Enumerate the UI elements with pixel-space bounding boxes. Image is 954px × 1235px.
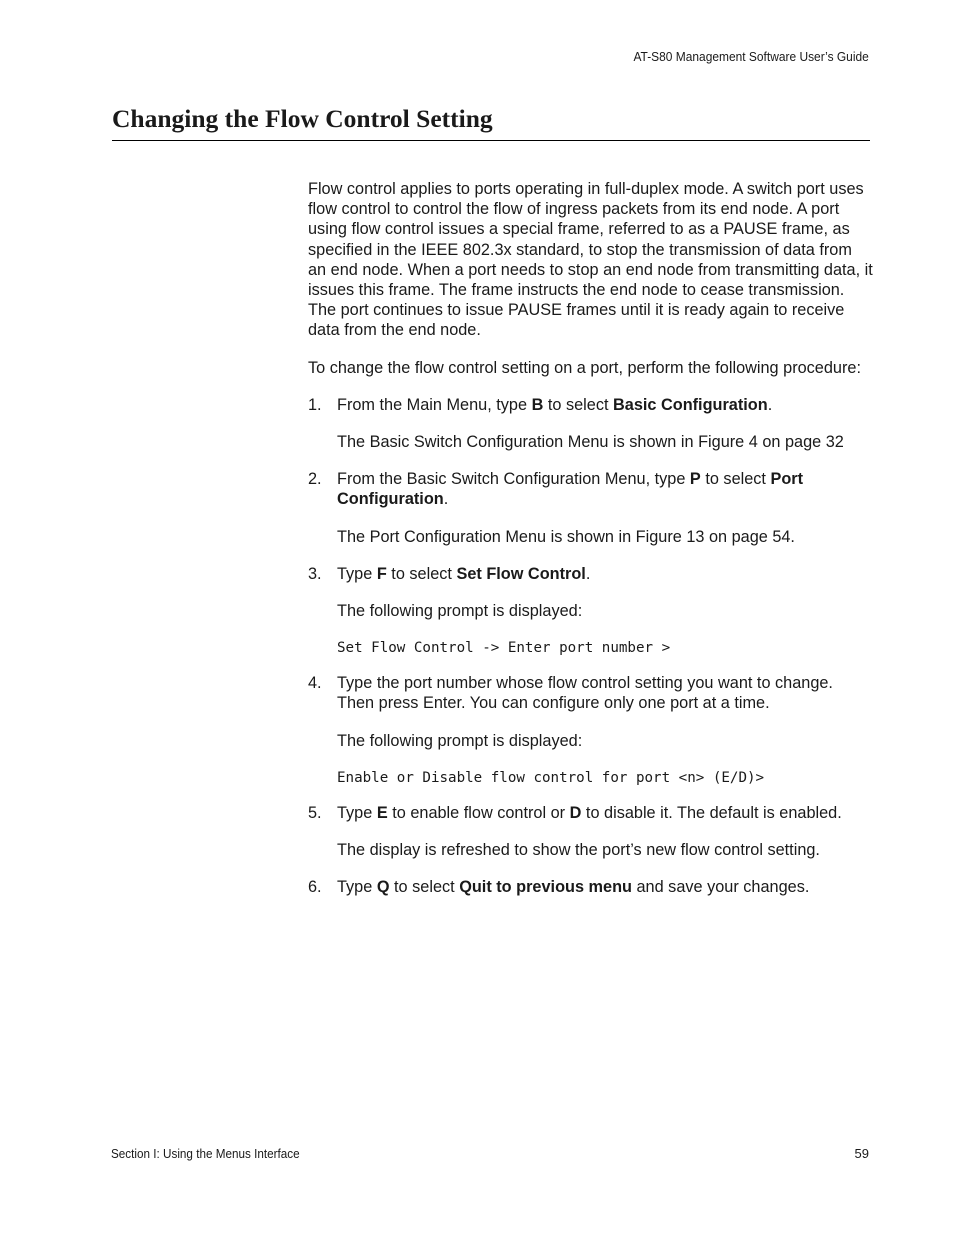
step-note: The following prompt is displayed: [337,602,583,621]
prompt-code: Enable or Disable flow control for port <n> (E/D)> [337,769,765,786]
menu-option-name: Port Configuration [337,470,804,509]
step-text: to select [700,470,771,489]
step-text: . [767,395,773,414]
step-text: Type [337,803,377,822]
key-name: E [376,803,388,822]
title-divider [112,140,870,141]
step-text: Type the port number whose flow control setting you want to change. Then press Enter. You can configure only one port at a time. [337,674,833,713]
page-title: Changing the Flow Control Setting [112,104,493,133]
step-text: to select [386,564,457,583]
step-6 [308,877,874,897]
step-note: The Port Configuration Menu is shown in Figure 13 on page 54. [337,527,795,546]
step-5 [308,803,874,823]
intro-paragraph: Flow control applies to ports operating in full-duplex mode. A switch port uses flow control to control the flow of ingress packets from its end node. A port using flow control issues a special frame, referred to as a PAUSE frame, as specified in the IEEE 802.3x standard, to stop the transmission of data from an end node. When a port needs to stop an end node from transmitting data, it issues this frame. The frame instructs the end node to cease transmission. The port continues to issue PAUSE frames until it is ready again to receive data from the end node. [308,180,873,340]
step-text: to select [543,395,614,414]
body-column [308,179,874,914]
key-name: P [689,470,701,489]
step-text: From the Basic Switch Configuration Menu, type [337,470,690,489]
running-header: AT-S80 Management Software User’s Guide [633,49,869,64]
menu-option-name: Quit to previous menu [459,878,632,897]
step-text: and save your changes. [631,878,810,897]
step-text: . [443,490,449,509]
step-3 [308,564,874,584]
key-name: D [569,803,582,822]
step-text: to select [389,878,460,897]
page-number: 59 [854,1146,869,1161]
step-text: Type [337,564,377,583]
step-1 [308,395,874,415]
procedure-lead: To change the flow control setting on a port, perform the following procedure: [308,358,861,377]
menu-option-name: Basic Configuration [613,395,768,414]
step-number: 4. [308,674,322,693]
step-text: to enable flow control or [387,803,570,822]
step-number: 2. [308,470,322,489]
menu-option-name: Set Flow Control [456,564,586,583]
step-number: 3. [308,564,322,583]
step-note: The Basic Switch Configuration Menu is shown in Figure 4 on page 32 [337,433,844,452]
step-text: Type [337,878,377,897]
step-number: 1. [308,395,322,414]
key-name: B [531,395,544,414]
step-4 [308,673,874,713]
prompt-code: Set Flow Control -> Enter port number > [337,640,671,657]
step-note: The display is refreshed to show the port’s new flow control setting. [337,841,820,860]
key-name: Q [376,878,390,897]
step-number: 6. [308,878,322,897]
key-name: F [376,564,387,583]
step-text: to disable it. The default is enabled. [581,803,842,822]
step-text: From the Main Menu, type [337,395,532,414]
footer-section-label: Section I: Using the Menus Interface [111,1146,300,1161]
step-note: The following prompt is displayed: [337,731,583,750]
step-2 [308,469,874,509]
step-text: . [585,564,591,583]
step-number: 5. [308,803,322,822]
